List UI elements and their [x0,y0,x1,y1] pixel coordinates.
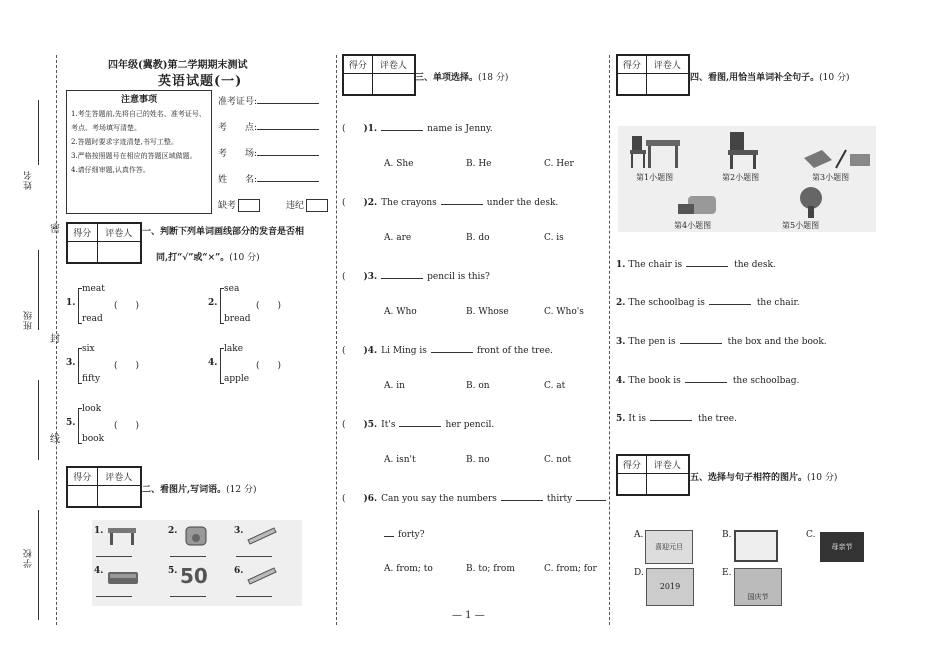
section4-points: (10 分) [819,73,850,83]
section4-sentence-post: the desk. [734,260,776,270]
section1-answer-paren[interactable]: ( ) [114,421,140,431]
year-2019-picture-text: 2019 [659,582,681,591]
score-label: 得分 [618,456,647,474]
section1-title: 一、判断下列单词画线部分的发音是否相 [142,227,305,237]
school-line [38,380,39,460]
section3-option[interactable]: C. Who's [544,307,584,317]
section3-blank[interactable] [501,492,543,501]
section4-blank[interactable] [680,335,722,344]
section3-question [342,270,490,282]
desk-icon [106,524,140,551]
margin-label-class: 班级 [24,310,34,330]
option-c-label: C. [806,530,816,540]
new-year-picture-text: 喜迎元旦 [655,543,683,551]
section1-word-1: sea [224,284,240,294]
score-box-section3 [342,54,416,96]
mothers-day-picture-text: 母亲节 [831,543,853,551]
section1-item-number: 5. [66,418,76,428]
section1-word-2: read [82,314,103,324]
section4-sentence [616,296,800,308]
section3-option[interactable]: B. He [466,159,492,169]
national-day-picture-text: 国庆节 [747,593,769,601]
section3-option[interactable]: C. Her [544,159,574,169]
notice-item-1: 1.考生答题前,先将自己的姓名、准考证号、考点、考场填写清楚。 [71,110,206,132]
section3-paren[interactable]: ( [342,420,346,430]
section2-points: (12 分) [226,485,257,495]
section3-points: (18 分) [478,73,509,83]
margin-label-name: 姓名 [24,170,34,190]
section3-question-text-pre: Can you say the numbers [381,494,497,504]
section4-sentence-pre: The chair is [628,260,683,270]
section3-question-text-pre: It's [381,420,396,430]
section4-sentence-pre: The schoolbag is [628,298,705,308]
section3-question-text-post: her pencil. [445,420,495,430]
section4-sentence [616,374,799,386]
score-label: 得分 [618,56,647,74]
desk-chair-icon [628,132,682,170]
section3-question-text-post: thirty [546,494,573,504]
absent-checkbox[interactable] [238,199,260,212]
class-line [38,250,39,330]
section2-item-number: 2. [168,526,178,536]
section2-answer-line[interactable] [236,556,272,557]
section4-blank[interactable] [709,296,751,305]
section4-sentence-post: the schoolbag. [732,376,800,386]
section1-word-1: meat [82,284,105,294]
option-d-label: D. [634,568,644,578]
score-box-section1 [66,222,142,264]
margin-mark-close: 封 [50,334,60,345]
teachers-day-picture [734,530,778,562]
section3-option[interactable]: B. on [466,381,490,391]
section3-question [342,196,558,208]
section1-title-2: 同,打“√”或“×”。(10 分) [156,253,260,263]
absent-field[interactable] [218,198,260,212]
section3-option[interactable]: C. at [544,381,566,391]
section3-option[interactable]: C. is [544,233,564,243]
section3-blank[interactable] [381,270,423,279]
section3-paren[interactable]: ( [342,124,346,134]
section3-option[interactable]: C. not [544,455,572,465]
score-box-section4 [616,54,690,96]
section1-word-2: bread [224,314,251,324]
section4-sentence-number: 4. [616,376,626,386]
grader-label: 评卷人 [97,468,141,486]
exam-title: 四年级(冀教)第二学期期末测试 [108,60,248,71]
ruler-icon [246,524,280,551]
section1-word-2: apple [224,374,250,384]
section3-question-number: )5. [363,420,378,430]
notice-item-2: 2.答题时要求字迹清楚,书写工整。 [71,138,178,146]
section2-answer-line[interactable] [96,596,132,597]
section2-item-number: 3. [234,526,244,536]
section3-question [342,418,494,430]
section1-item-number: 2. [208,298,218,308]
section2-answer-line[interactable] [236,596,272,597]
caption-3: 第3小题图 [812,173,850,182]
section4-blank[interactable] [685,374,727,383]
section3-question [342,344,553,356]
section3-option[interactable]: B. Whose [466,307,509,317]
section1-item-number: 4. [208,358,218,368]
grader-label: 评卷人 [646,456,688,474]
section2-item-number: 5. [168,566,178,576]
section4-sentence-number: 1. [616,260,626,270]
section3-option[interactable]: B. no [466,455,490,465]
section3-option[interactable]: A. in [384,381,405,391]
score-label: 得分 [68,224,98,242]
section5-points: (10 分) [807,473,838,483]
violation-checkbox[interactable] [306,199,328,212]
ticket-field[interactable] [218,94,319,107]
margin-mark-line: 线 [50,434,60,445]
score-label: 得分 [68,468,98,486]
section3-title: 三、单项选择。(18 分) [415,73,509,83]
pen-book-box-icon [802,146,872,170]
section3-question-text-pre: Li Ming is [381,346,427,356]
section3-paren[interactable]: ( [342,494,346,504]
absent-label: 缺考 [218,201,237,211]
tree-icon [792,186,830,220]
section4-sentence [616,412,737,424]
section4-blank[interactable] [686,258,728,267]
national-day-picture [734,568,782,606]
notice-item-3: 3.严格按照题号在相应的答题区域做题。 [71,152,197,160]
grader-label: 评卷人 [97,224,141,242]
section4-sentence-pre: The pen is [628,337,676,347]
name-field[interactable] [218,172,319,185]
chair-icon [724,130,768,170]
section3-option[interactable]: A. isn't [384,455,416,465]
section3-question-text-post: front of the tree. [476,346,553,356]
name-label: 姓 名: [218,175,258,185]
new-year-picture [645,530,693,564]
section4-sentence-number: 2. [616,298,626,308]
column-divider-1 [336,55,337,625]
section1-answer-paren[interactable]: ( ) [256,361,282,371]
margin-label-school: 学校 [24,548,34,568]
section2-answer-line[interactable] [96,556,132,557]
section1-word-1: six [82,344,95,354]
section3-blank[interactable] [381,122,423,131]
mothers-day-picture [820,532,864,562]
section2-title: 二、看图片,写词语。(12 分) [142,485,257,495]
section1-word-2: fifty [82,374,101,384]
section1-item-number: 3. [66,358,76,368]
pencil-box-icon [106,564,140,591]
section3-question-text-cont: forty? [398,530,425,540]
section3-question-number: )1. [363,124,378,134]
section3-option[interactable]: A. from; to [384,564,433,574]
section4-blank[interactable] [650,412,692,421]
section1-word-1: lake [224,344,244,354]
section3-option[interactable]: A. She [384,159,414,169]
caption-2: 第2小题图 [722,173,760,182]
schoolbag-icon [180,524,214,551]
section1-item-number: 1. [66,298,76,308]
site-field[interactable] [218,120,319,133]
section3-option[interactable]: A. Who [384,307,417,317]
notice-item-4: 4.请仔细审题,认真作答。 [71,166,150,174]
section3-blank[interactable] [399,418,441,427]
section3-question-continuation [384,528,425,540]
section1-answer-paren[interactable]: ( ) [114,361,140,371]
score-box-section5 [616,454,690,496]
site-label: 考 点: [218,123,258,133]
section3-question-number: )6. [363,494,378,504]
violation-field[interactable] [286,198,328,212]
section4-sentence-pre: It is [628,414,646,424]
violation-label: 违纪 [286,201,305,211]
paper-title: 英语试题(一) [158,74,243,89]
notice-title: 注意事项 [120,95,157,105]
section1-answer-paren[interactable]: ( ) [256,301,282,311]
section3-blank[interactable] [431,344,473,353]
section3-question-number: )4. [363,346,378,356]
column-divider-2 [609,55,610,625]
number-fifty-icon: 50 [180,564,208,588]
section4-sentence [616,335,827,347]
room-label: 考 场: [218,149,258,159]
grader-label: 评卷人 [372,56,414,74]
grader-label: 评卷人 [646,56,688,74]
section4-sentence-post: the box and the book. [727,337,827,347]
option-a-label: A. [634,530,644,540]
section5-title: 五、选择与句子相符的图片。(10 分) [690,473,838,483]
caption-4: 第4小题图 [674,221,712,230]
section3-paren[interactable]: ( [342,272,346,282]
section4-sentence [616,258,776,270]
section3-question [342,492,606,504]
section1-word-1: look [82,404,102,414]
score-label: 得分 [344,56,373,74]
section3-option[interactable]: A. are [384,233,412,243]
section3-question-text-post: pencil is this? [427,272,490,282]
school-line-2 [38,510,39,620]
year-2019-picture [646,568,694,606]
section4-sentence-number: 3. [616,337,626,347]
section1-answer-paren[interactable]: ( ) [114,301,140,311]
section3-question-text-post: under the desk. [486,198,559,208]
name-line [38,100,39,165]
section3-question-number: )3. [363,272,378,282]
section3-paren[interactable]: ( [342,346,346,356]
section4-sentence-pre: The book is [628,376,681,386]
section4-sentence-post: the chair. [756,298,800,308]
section3-blank[interactable] [441,196,483,205]
section3-question-text-post: name is Jenny. [427,124,493,134]
section3-question-number: )2. [363,198,378,208]
section2-answer-line[interactable] [170,596,206,597]
section3-question-text-pre: The crayons [381,198,437,208]
section2-item-number: 4. [94,566,104,576]
notice-box [66,90,212,214]
score-box-section2 [66,466,142,508]
section3-blank[interactable] [576,492,606,501]
caption-1: 第1小题图 [636,173,674,182]
section2-answer-line[interactable] [170,556,206,557]
section3-question [342,122,493,134]
ticket-label: 准考证号: [218,97,258,107]
section4-sentence-number: 5. [616,414,626,424]
caption-5: 第5小题图 [782,221,820,230]
option-e-label: E. [722,568,732,578]
section1-points: (10 分) [229,253,260,263]
margin-mark-seal: 密 [50,224,60,235]
schoolbag-book-icon [676,192,720,218]
ruler-icon [246,564,280,591]
section3-blank[interactable] [384,528,394,537]
section3-option[interactable]: B. do [466,233,490,243]
section4-title: 四、看图,用恰当单词补全句子。(10 分) [690,73,850,83]
section3-option[interactable]: B. to; from [466,564,515,574]
section3-option[interactable]: C. from; for [544,564,597,574]
section4-sentence-post: the tree. [697,414,737,424]
section2-item-number: 6. [234,566,244,576]
section3-paren[interactable]: ( [342,198,346,208]
section2-item-number: 1. [94,526,104,536]
page-number: — 1 — [452,610,485,621]
room-field[interactable] [218,146,319,159]
option-b-label: B. [722,530,732,540]
section1-word-2: book [82,434,105,444]
